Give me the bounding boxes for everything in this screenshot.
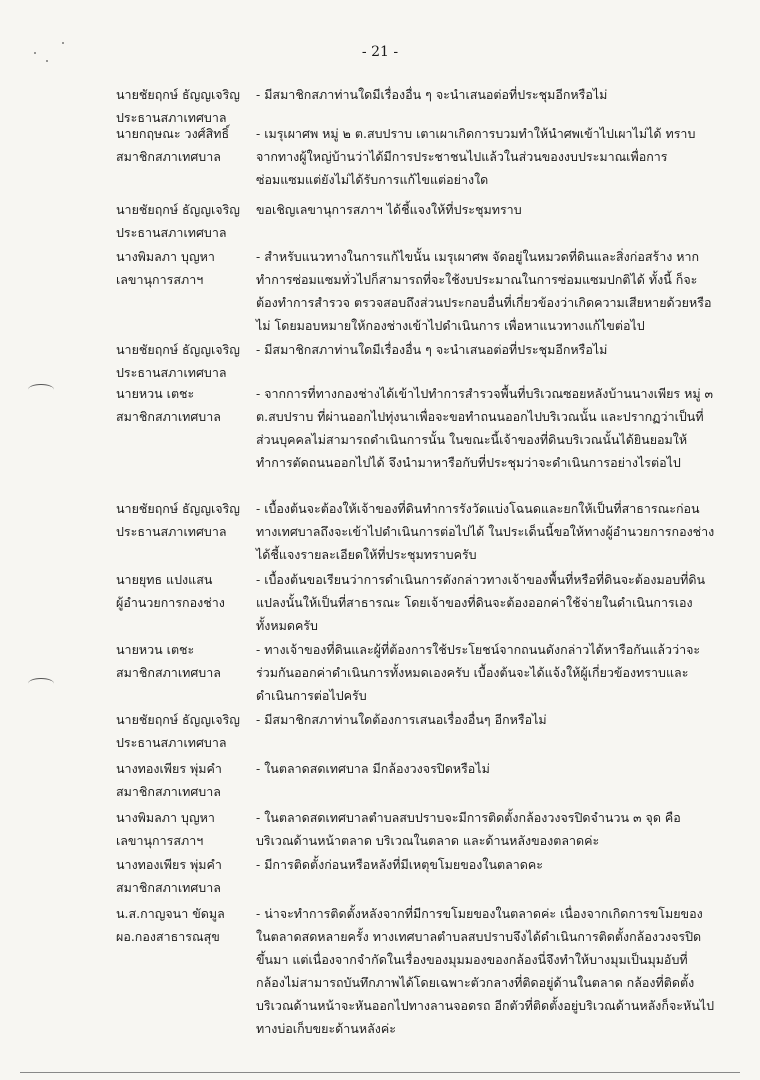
- hole-punch-mark: [28, 384, 54, 395]
- speech-paragraph: - เบื้องต้นจะต้องให้เจ้าของที่ดินทำการรังวัดแบ่งโฉนดและยกให้เป็นที่สาธารณะก่อน ทางเทศบาลถึงจะเข้าไปดำเนินการต่อไปได้ ในประเด็นนี้ขอให้ทางผู้อำนวยการกองช่างได้ชี้แจงรายละเอียดให้ที่ประชุมทราบครับ: [256, 501, 715, 562]
- speech-paragraph: - มีสมาชิกสภาท่านใดมีเรื่องอื่น ๆ จะนำเสนอต่อที่ประชุมอีกหรือไม่: [256, 87, 608, 102]
- speech-text: [256, 382, 716, 474]
- speech-text: [256, 245, 716, 337]
- speech-paragraph: - ในตลาดสดเทศบาลตำบลสบปราบจะมีการติดตั้งกล้องวงจรปิดจำนวน ๓ จุด คือ บริเวณด้านหน้าตลาด บริเวณในตลาด และด้านหลังของตลาดค่ะ: [256, 810, 681, 848]
- speaker-name: นายชัยฤกษ์ ธัญญเจริญ: [116, 87, 240, 102]
- scan-edge-line: [20, 1072, 740, 1073]
- speaker-name: นางทองเพียร พุ่มคำ: [116, 761, 222, 776]
- speaker-name: นายยุทธ แปงแสน: [116, 572, 213, 587]
- speech-paragraph: - มีสมาชิกสภาท่านใดต้องการเสนอเรื่องอื่นๆ อีกหรือไม่: [256, 712, 547, 727]
- speaker-name: นายกฤษณะ วงศ์สิทธิ์: [116, 126, 230, 141]
- speaker-role: ผู้อำนวยการกองช่าง: [116, 595, 225, 610]
- speaker-name: นายหวน เตชะ: [116, 386, 195, 401]
- speech-text: [256, 853, 716, 876]
- speech-paragraph: - ในตลาดสดเทศบาล มีกล้องวงจรปิดหรือไม่: [256, 761, 490, 776]
- page-number: - 21 -: [361, 44, 399, 60]
- speech-text: [256, 198, 716, 221]
- scan-speck: [46, 60, 48, 62]
- speech-text: [256, 497, 716, 566]
- speech-text: [256, 708, 716, 731]
- speaker-role: สมาชิกสภาเทศบาล: [116, 880, 221, 895]
- speech-text: [256, 757, 716, 780]
- speech-paragraph: - จากการที่ทางกองช่างได้เข้าไปทำการสำรวจพื้นที่บริเวณซอยหลังบ้านนางเพียร หมู่ ๓ ต.สบปราบ ที่ผ่านออกไปทุ่งนาเพื่อจะขอทำถนนออกไปบริเวณนั้น และปรากฏว่าเป็นที่ส่วนบุคคลไม่สามารถดำเนินการนั้น ในขณะนี้เจ้าของที่ดินบริเวณนั้นได้ยินยอมให้ทำการตัดถนนออกไปได้ จึงนำมาหารือกับที่ประชุมว่าจะดำเนินการอย่างไรต่อไป: [256, 386, 714, 470]
- speech-paragraph: - น่าจะทำการติดตั้งหลังจากที่มีการขโมยของในตลาดค่ะ เนื่องจากเกิดการขโมยของในตลาดสดหลายครั้ง ทางเทศบาลตำบลสบปราบจึงได้ดำเนินการติดตั้งกล้องวงจรปิดขึ้นมา แต่เนื่องจากจำกัดในเรื่องของมุมมองของกล้องนี่จึงทำให้บางมุมเป็นมุมอับที่กล้องไม่สามารถบันทึกภาพได้โดยเฉพาะตัวกลางที่ติดอยู่ด้านในตลาด กล้องที่ติดตั้งบริเวณด้านหน้าจะหันออกไปทางลานจอดรถ อีกตัวที่ติดตั้งอยู่บริเวณด้านหลังก็จะหันไปทางบ่อเก็บขยะด้านหลังค่ะ: [256, 906, 715, 1036]
- speaker-block: [116, 382, 256, 428]
- speaker-block: [116, 568, 256, 614]
- speech-text: [256, 338, 716, 361]
- speech-paragraph: - เมรุเผาศพ หมู่ ๒ ต.สบปราบ เตาเผาเกิดการบวมทำให้นำศพเข้าไปเผาไม่ได้ ทราบจากทางผู้ใหญ่บ้านว่าได้มีการประชาชนไปแล้วในส่วนของงบประมาณเพื่อการซ่อมแซมแต่ยังไม่ได้รับการแก้ไขแต่อย่างใด: [256, 126, 696, 187]
- speaker-block: [116, 497, 256, 543]
- speech-text: [256, 122, 716, 191]
- speaker-name: นายชัยฤกษ์ ธัญญเจริญ: [116, 712, 240, 727]
- speaker-role: ประธานสภาเทศบาล: [116, 110, 227, 125]
- speaker-role: ประธานสภาเทศบาล: [116, 225, 227, 240]
- speaker-block: [116, 338, 256, 384]
- speech-paragraph: - เบื้องต้นขอเรียนว่าการดำเนินการดังกล่าวทางเจ้าของพื้นที่หรือที่ดินจะต้องมอบที่ดินแปลงนั้นให้เป็นที่สาธารณะ โดยเจ้าของที่ดินจะต้องออกค่าใช้จ่ายในดำเนินการเองทั้งหมดครับ: [256, 572, 706, 633]
- speaker-name: นางทองเพียร พุ่มคำ: [116, 857, 222, 872]
- speaker-block: [116, 122, 256, 168]
- speaker-role: เลขานุการสภาฯ: [116, 833, 204, 848]
- speech-text: [256, 806, 716, 852]
- speaker-block: [116, 853, 256, 899]
- speech-paragraph: - มีสมาชิกสภาท่านใดมีเรื่องอื่น ๆ จะนำเสนอต่อที่ประชุมอีกหรือไม่: [256, 342, 608, 357]
- speaker-role: ประธานสภาเทศบาล: [116, 735, 227, 750]
- speaker-block: [116, 198, 256, 244]
- speech-text: [256, 568, 716, 637]
- speaker-block: [116, 806, 256, 852]
- speaker-name: นายชัยฤกษ์ ธัญญเจริญ: [116, 501, 240, 516]
- scan-speck: [34, 52, 36, 54]
- speaker-name: นายชัยฤกษ์ ธัญญเจริญ: [116, 342, 240, 357]
- speaker-role: ผอ.กองสาธารณสุข: [116, 929, 220, 944]
- speech-paragraph: - สำหรับแนวทางในการแก้ไขนั้น เมรุเผาศพ จัดอยู่ในหมวดที่ดินและสิ่งก่อสร้าง หากทำการซ่อมแซมทั่วไปก็สามารถที่จะใช้งบประมาณในการซ่อมแซมปกติได้ ทั้งนี้ ก็จะต้องทำการสำรวจ ตรวจสอบถึงส่วนประกอบอื่นที่เกี่ยวข้องว่าเกิดความเสียหายด้วยหรือไม่ โดยมอบหมายให้กองช่างเข้าไปดำเนินการ เพื่อหาแนวทางแก้ไขต่อไป: [256, 249, 712, 333]
- speaker-block: [116, 638, 256, 684]
- speaker-role: สมาชิกสภาเทศบาล: [116, 409, 221, 424]
- speech-text: [256, 902, 716, 1040]
- speaker-role: สมาชิกสภาเทศบาล: [116, 149, 221, 164]
- speaker-role: ประธานสภาเทศบาล: [116, 524, 227, 539]
- speaker-name: นายชัยฤกษ์ ธัญญเจริญ: [116, 202, 240, 217]
- speaker-role: ประธานสภาเทศบาล: [116, 365, 227, 380]
- speaker-block: [116, 708, 256, 754]
- speaker-name: นายหวน เตชะ: [116, 642, 195, 657]
- speech-paragraph: ขอเชิญเลขานุการสภาฯ ได้ชี้แจงให้ที่ประชุมทราบ: [256, 202, 522, 217]
- speaker-block: [116, 757, 256, 803]
- speaker-name: น.ส.กาญจนา ขัดมูล: [116, 906, 225, 921]
- scan-speck: [62, 42, 64, 44]
- hole-punch-mark: [28, 678, 54, 689]
- speech-paragraph: - มีการติดตั้งก่อนหรือหลังที่มีเหตุขโมยของในตลาดคะ: [256, 857, 544, 872]
- speaker-block: [116, 902, 256, 948]
- speaker-role: สมาชิกสภาเทศบาล: [116, 665, 221, 680]
- speaker-role: สมาชิกสภาเทศบาล: [116, 784, 221, 799]
- speech-text: [256, 638, 716, 707]
- speaker-block: [116, 245, 256, 291]
- speech-paragraph: - ทางเจ้าของที่ดินและผู้ที่ต้องการใช้ประโยชน์จากถนนดังกล่าวได้หารือกันแล้วว่าจะร่วมกันออกค่าดำเนินการทั้งหมดเองครับ เบื้องต้นจะได้แจ้งให้ผู้เกี่ยวข้องทราบและดำเนินการต่อไปครับ: [256, 642, 701, 703]
- speaker-name: นางพิมลภา บุญหา: [116, 810, 215, 825]
- speaker-role: เลขานุการสภาฯ: [116, 272, 204, 287]
- speech-text: [256, 83, 716, 106]
- speaker-name: นางพิมลภา บุญหา: [116, 249, 215, 264]
